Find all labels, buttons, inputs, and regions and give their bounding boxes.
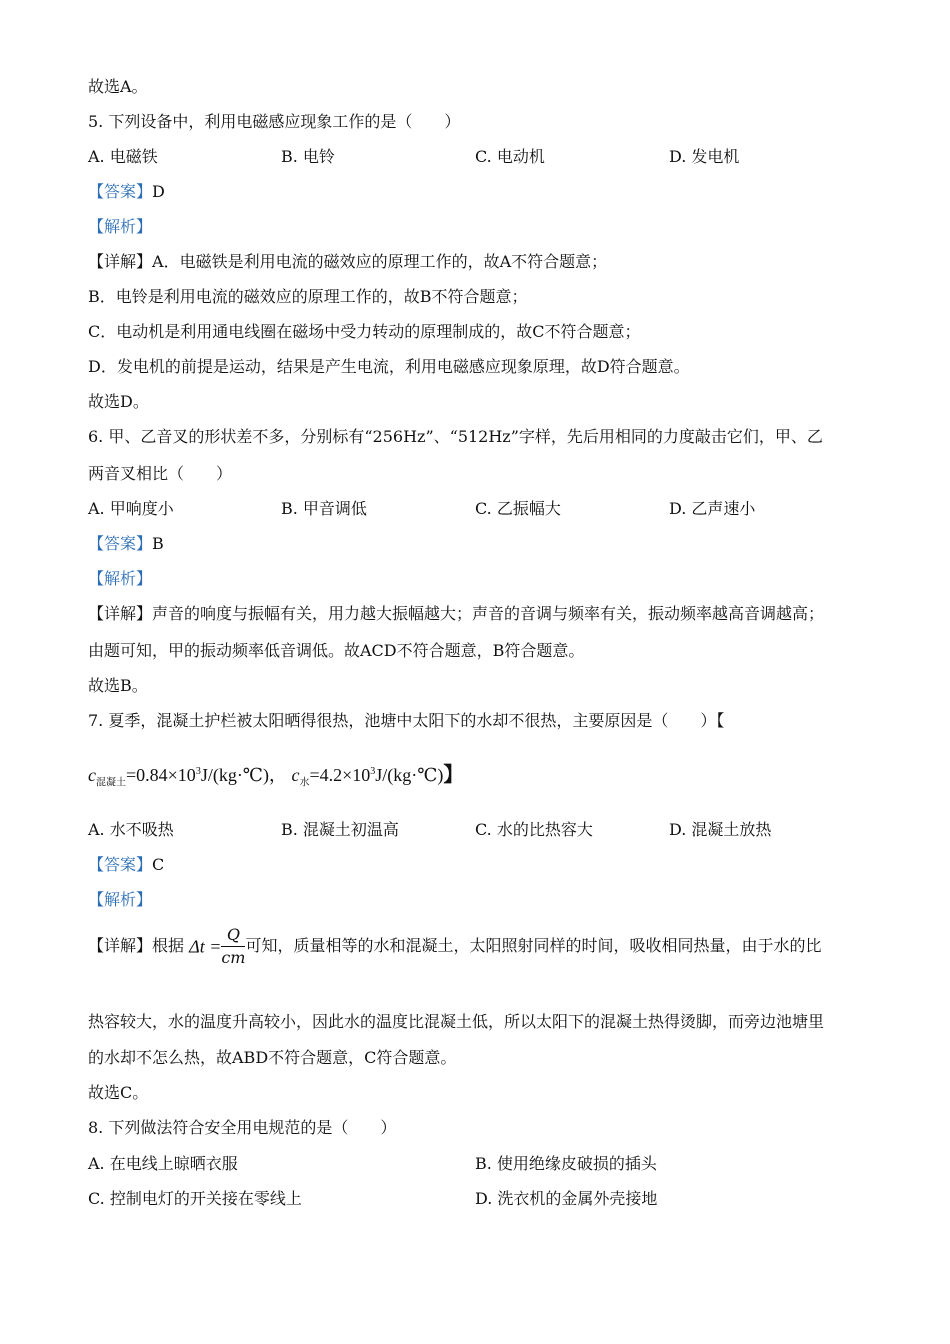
detail-text: 声音的响度与振幅有关，用力越大振幅越大；声音的音调与频率有关，振动频率越高音调越高； — [152, 604, 825, 623]
q7-answer — [88, 855, 164, 875]
q8-option-d: D. 洗衣机的金属外壳接地 — [475, 1189, 658, 1208]
q5-option-a: A. 电磁铁 — [88, 147, 158, 166]
q6-option-b: B. 甲音调低 — [281, 499, 367, 518]
q6-option-c: C. 乙振幅大 — [475, 499, 561, 518]
detail-pre: 根据 — [152, 936, 185, 955]
answer-tag: 【答案】 — [88, 534, 153, 553]
c-subscript-concrete: 混凝土 — [96, 777, 126, 789]
q7-stem: 7. 夏季，混凝土护栏被太阳晒得很热，池塘中太阳下的水却不很热，主要原因是（ ）【 — [88, 711, 725, 730]
detail-tag: 【详解】 — [88, 252, 153, 271]
answer-tag: 【答案】 — [88, 855, 153, 874]
analysis-tag: 【解析】 — [88, 217, 153, 236]
q6-detail-1 — [88, 604, 824, 624]
q7-option-c: C. 水的比热容大 — [475, 820, 593, 839]
fraction-numerator: Q — [221, 924, 245, 947]
answer-tag: 【答案】 — [88, 182, 153, 201]
q5-detail-4: D．发电机的前提是运动，结果是产生电流，利用电磁感应现象原理，故D符合题意。 — [88, 357, 690, 376]
q5-detail-1 — [88, 252, 607, 272]
q8-option-b: B. 使用绝缘皮破损的插头 — [475, 1154, 657, 1173]
q5-option-d: D. 发电机 — [669, 147, 740, 166]
q5-answer — [88, 182, 165, 202]
exponent-2: 3 — [370, 766, 376, 777]
q7-detail-1 — [88, 922, 822, 971]
q4-conclusion: 故选A。 — [88, 77, 148, 96]
detail-tag: 【详解】 — [88, 936, 153, 955]
answer-value: D — [152, 182, 165, 201]
bracket-close: 】 — [443, 764, 464, 786]
unit-1: J/(kg·℃)， — [200, 765, 287, 785]
q7-specific-heat-formula: $c_{混凝土}=0.84\times 10^3J/(kg\cdot℃)$， $c_水=4.2\times 10^3J/(kg\cdot℃)$】 — [88, 764, 464, 789]
fraction-denominator: cm — [221, 948, 246, 967]
q6-answer — [88, 534, 164, 554]
c-subscript-water: 水 — [299, 777, 310, 789]
q7-option-b: B. 混凝土初温高 — [281, 820, 399, 839]
exponent: 3 — [195, 766, 201, 777]
c-concrete-value: =0.84×10 — [126, 765, 196, 785]
q5-stem: 5. 下列设备中，利用电磁感应现象工作的是（ ） — [88, 112, 461, 131]
q-over-cm-fraction — [221, 924, 245, 969]
answer-value: C — [152, 855, 165, 874]
q6-conclusion: 故选B。 — [88, 676, 148, 695]
q7-conclusion: 故选C。 — [88, 1083, 149, 1102]
q6-stem-line2: 两音叉相比（ ） — [88, 464, 233, 483]
c-water-value: =4.2×10 — [309, 765, 371, 785]
q8-option-a: A. 在电线上晾晒衣服 — [88, 1154, 238, 1173]
q7-option-d: D. 混凝土放热 — [669, 820, 772, 839]
delta-t: Δt = — [189, 936, 222, 957]
analysis-tag: 【解析】 — [88, 890, 153, 909]
detail-text: A．电磁铁是利用电流的磁效应的原理工作的，故A不符合题意； — [152, 252, 608, 271]
q7-option-a: A. 水不吸热 — [88, 820, 174, 839]
q5-option-b: B. 电铃 — [281, 147, 335, 166]
q5-option-c: C. 电动机 — [475, 147, 545, 166]
q5-analysis-tag — [88, 217, 152, 237]
q6-analysis-tag — [88, 569, 152, 589]
detail-tag: 【详解】 — [88, 604, 153, 623]
q8-option-c: C. 控制电灯的开关接在零线上 — [88, 1189, 302, 1208]
q5-conclusion: 故选D。 — [88, 392, 149, 411]
q7-detail-2: 热容较大，水的温度升高较小，因此水的温度比混凝土低，所以太阳下的混凝土热得烫脚，而旁边池塘里 — [88, 1012, 825, 1031]
answer-value: B — [152, 534, 164, 553]
q6-detail-2: 由题可知，甲的振动频率低音调低。故ACD不符合题意，B符合题意。 — [88, 641, 585, 660]
analysis-tag: 【解析】 — [88, 569, 153, 588]
q8-stem: 8. 下列做法符合安全用电规范的是（ ） — [88, 1118, 397, 1137]
q7-detail-3: 的水却不怎么热，故ABD不符合题意，C符合题意。 — [88, 1048, 457, 1067]
q6-stem-line1: 6. 甲、乙音叉的形状差不多，分别标有“256Hz”、“512Hz”字样，先后用相同的力度敲击它们，甲、乙 — [88, 427, 823, 446]
q5-detail-3: C．电动机是利用通电线圈在磁场中受力转动的原理制成的，故C不符合题意； — [88, 322, 641, 341]
q6-option-d: D. 乙声速小 — [669, 499, 756, 518]
q5-detail-2: B．电铃是利用电流的磁效应的原理工作的，故B不符合题意； — [88, 287, 528, 306]
detail-post: 可知，质量相等的水和混凝土，太阳照射同样的时间，吸收相同热量，由于水的比 — [245, 936, 822, 955]
unit-2: J/(kg·℃) — [375, 765, 444, 785]
q6-option-a: A. 甲响度小 — [88, 499, 174, 518]
q7-analysis-tag — [88, 890, 152, 910]
